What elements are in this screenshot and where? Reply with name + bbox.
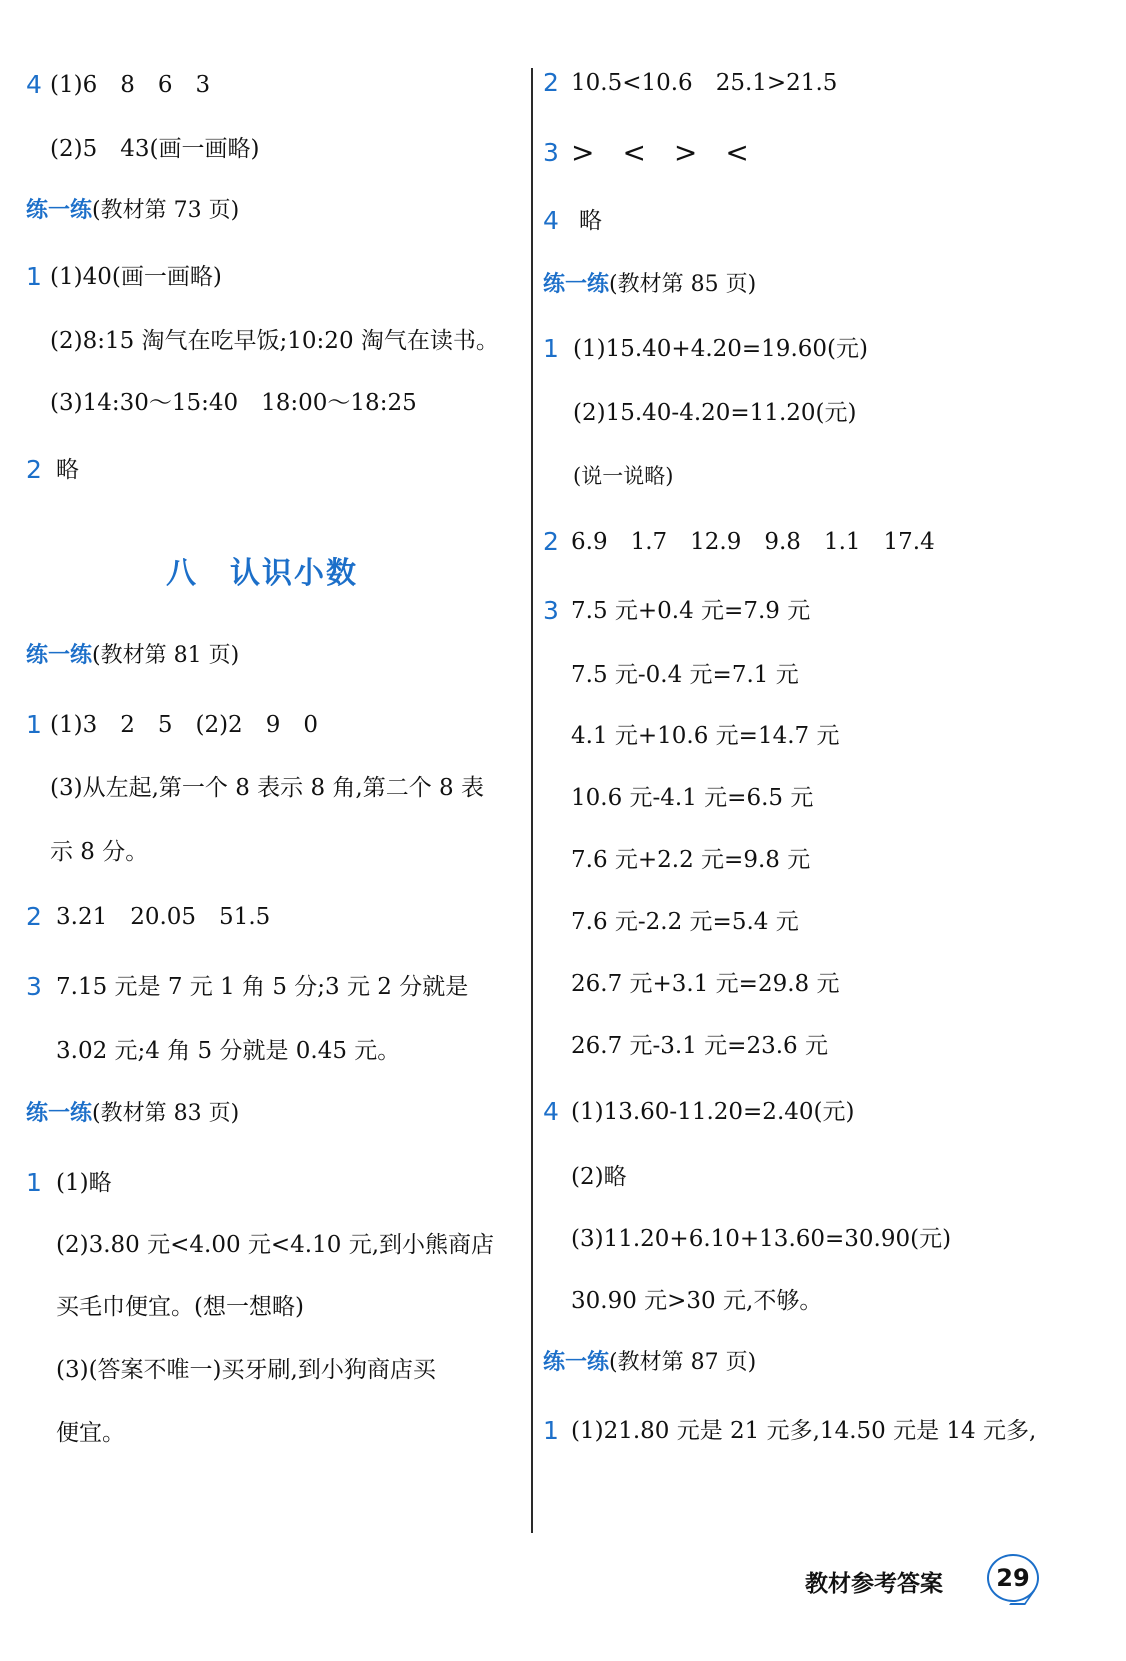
answer-text: (1)略	[56, 1170, 112, 1196]
answer-text: 7.6 元-2.2 元=5.4 元	[571, 909, 799, 935]
practice-heading	[543, 1348, 756, 1378]
question-number: 2	[26, 455, 42, 484]
question-number: 3	[543, 138, 559, 167]
chapter-title: 八 认识小数	[166, 556, 358, 591]
practice-heading	[26, 1099, 239, 1129]
answer-text: 示 8 分。	[50, 839, 149, 865]
question-number: 1	[26, 1168, 42, 1197]
answer-text: (3)14:30～15:40 18:00～18:25	[50, 390, 417, 416]
answer-text: 26.7 元+3.1 元=29.8 元	[571, 971, 840, 997]
textbook-page-ref: (教材第 81 页)	[92, 643, 240, 668]
answer-text: 略	[56, 457, 79, 483]
question-number: 1	[543, 334, 559, 363]
practice-label: 练一练	[543, 1350, 610, 1375]
answer-text: 便宜。	[56, 1420, 125, 1446]
answer-text: 30.90 元>30 元,不够。	[571, 1288, 823, 1314]
answer-text: (2)略	[571, 1164, 627, 1190]
answer-text: 7.5 元-0.4 元=7.1 元	[571, 662, 799, 688]
answer-text: 6.9 1.7 12.9 9.8 1.1 17.4	[571, 529, 935, 555]
answer-text: 3.02 元;4 角 5 分就是 0.45 元。	[56, 1038, 401, 1064]
answer-text: (3)从左起,第一个 8 表示 8 角,第二个 8 表	[50, 775, 484, 801]
answer-text: 10.5<10.6 25.1>21.5	[571, 70, 838, 96]
textbook-page-ref: (教材第 83 页)	[92, 1101, 240, 1126]
answer-text: 4.1 元+10.6 元=14.7 元	[571, 723, 840, 749]
answer-text: 买毛巾便宜。(想一想略)	[56, 1294, 304, 1320]
question-number: 2	[543, 527, 559, 556]
answer-text: (2)3.80 元<4.00 元<4.10 元,到小熊商店	[56, 1232, 494, 1258]
question-number: 2	[26, 902, 42, 931]
question-number: 1	[26, 710, 42, 739]
textbook-page-ref: (教材第 73 页)	[92, 198, 240, 223]
question-number: 1	[26, 262, 42, 291]
question-number: 3	[543, 596, 559, 625]
answer-text: 3.21 20.05 51.5	[56, 904, 271, 930]
answer-text: 7.15 元是 7 元 1 角 5 分;3 元 2 分就是	[56, 974, 469, 1000]
answer-text: (1)6 8 6 3	[50, 72, 211, 98]
practice-heading	[543, 270, 756, 300]
answer-text: > < > <	[571, 136, 749, 169]
answer-text: (1)40(画一画略)	[50, 264, 222, 290]
answer-text: 略	[579, 208, 602, 234]
question-number: 3	[26, 972, 42, 1001]
answer-text: (3)11.20+6.10+13.60=30.90(元)	[571, 1226, 952, 1252]
practice-label: 练一练	[543, 272, 610, 297]
answer-text: 26.7 元-3.1 元=23.6 元	[571, 1033, 828, 1059]
question-number: 4	[543, 206, 559, 235]
answer-text: (2)5 43(画一画略)	[50, 136, 260, 162]
question-number: 2	[543, 68, 559, 97]
question-number: 4	[26, 70, 42, 99]
answer-text: 10.6 元-4.1 元=6.5 元	[571, 785, 814, 811]
answer-text: (1)13.60-11.20=2.40(元)	[571, 1099, 855, 1125]
page-number: 29	[987, 1554, 1039, 1602]
practice-label: 练一练	[26, 1101, 93, 1126]
footer-label: 教材参考答案	[805, 1571, 943, 1597]
textbook-page-ref: (教材第 85 页)	[609, 272, 757, 297]
practice-label: 练一练	[26, 643, 93, 668]
answer-text: (2)15.40-4.20=11.20(元)	[573, 400, 857, 426]
answer-text: (说一说略)	[573, 464, 674, 488]
practice-heading	[26, 196, 239, 226]
question-number: 4	[543, 1097, 559, 1126]
answer-text: 7.5 元+0.4 元=7.9 元	[571, 598, 811, 624]
column-divider	[531, 68, 533, 1533]
answer-text: (1)3 2 5 (2)2 9 0	[50, 712, 318, 738]
answer-text: 7.6 元+2.2 元=9.8 元	[571, 847, 811, 873]
answer-text: (2)8:15 淘气在吃早饭;10:20 淘气在读书。	[50, 328, 499, 354]
question-number: 1	[543, 1416, 559, 1445]
textbook-page-ref: (教材第 87 页)	[609, 1350, 757, 1375]
answer-text: (1)15.40+4.20=19.60(元)	[573, 336, 868, 362]
answer-text: (3)(答案不唯一)买牙刷,到小狗商店买	[56, 1357, 436, 1383]
answer-text: (1)21.80 元是 21 元多,14.50 元是 14 元多,	[571, 1418, 1037, 1444]
practice-heading	[26, 641, 239, 671]
practice-label: 练一练	[26, 198, 93, 223]
